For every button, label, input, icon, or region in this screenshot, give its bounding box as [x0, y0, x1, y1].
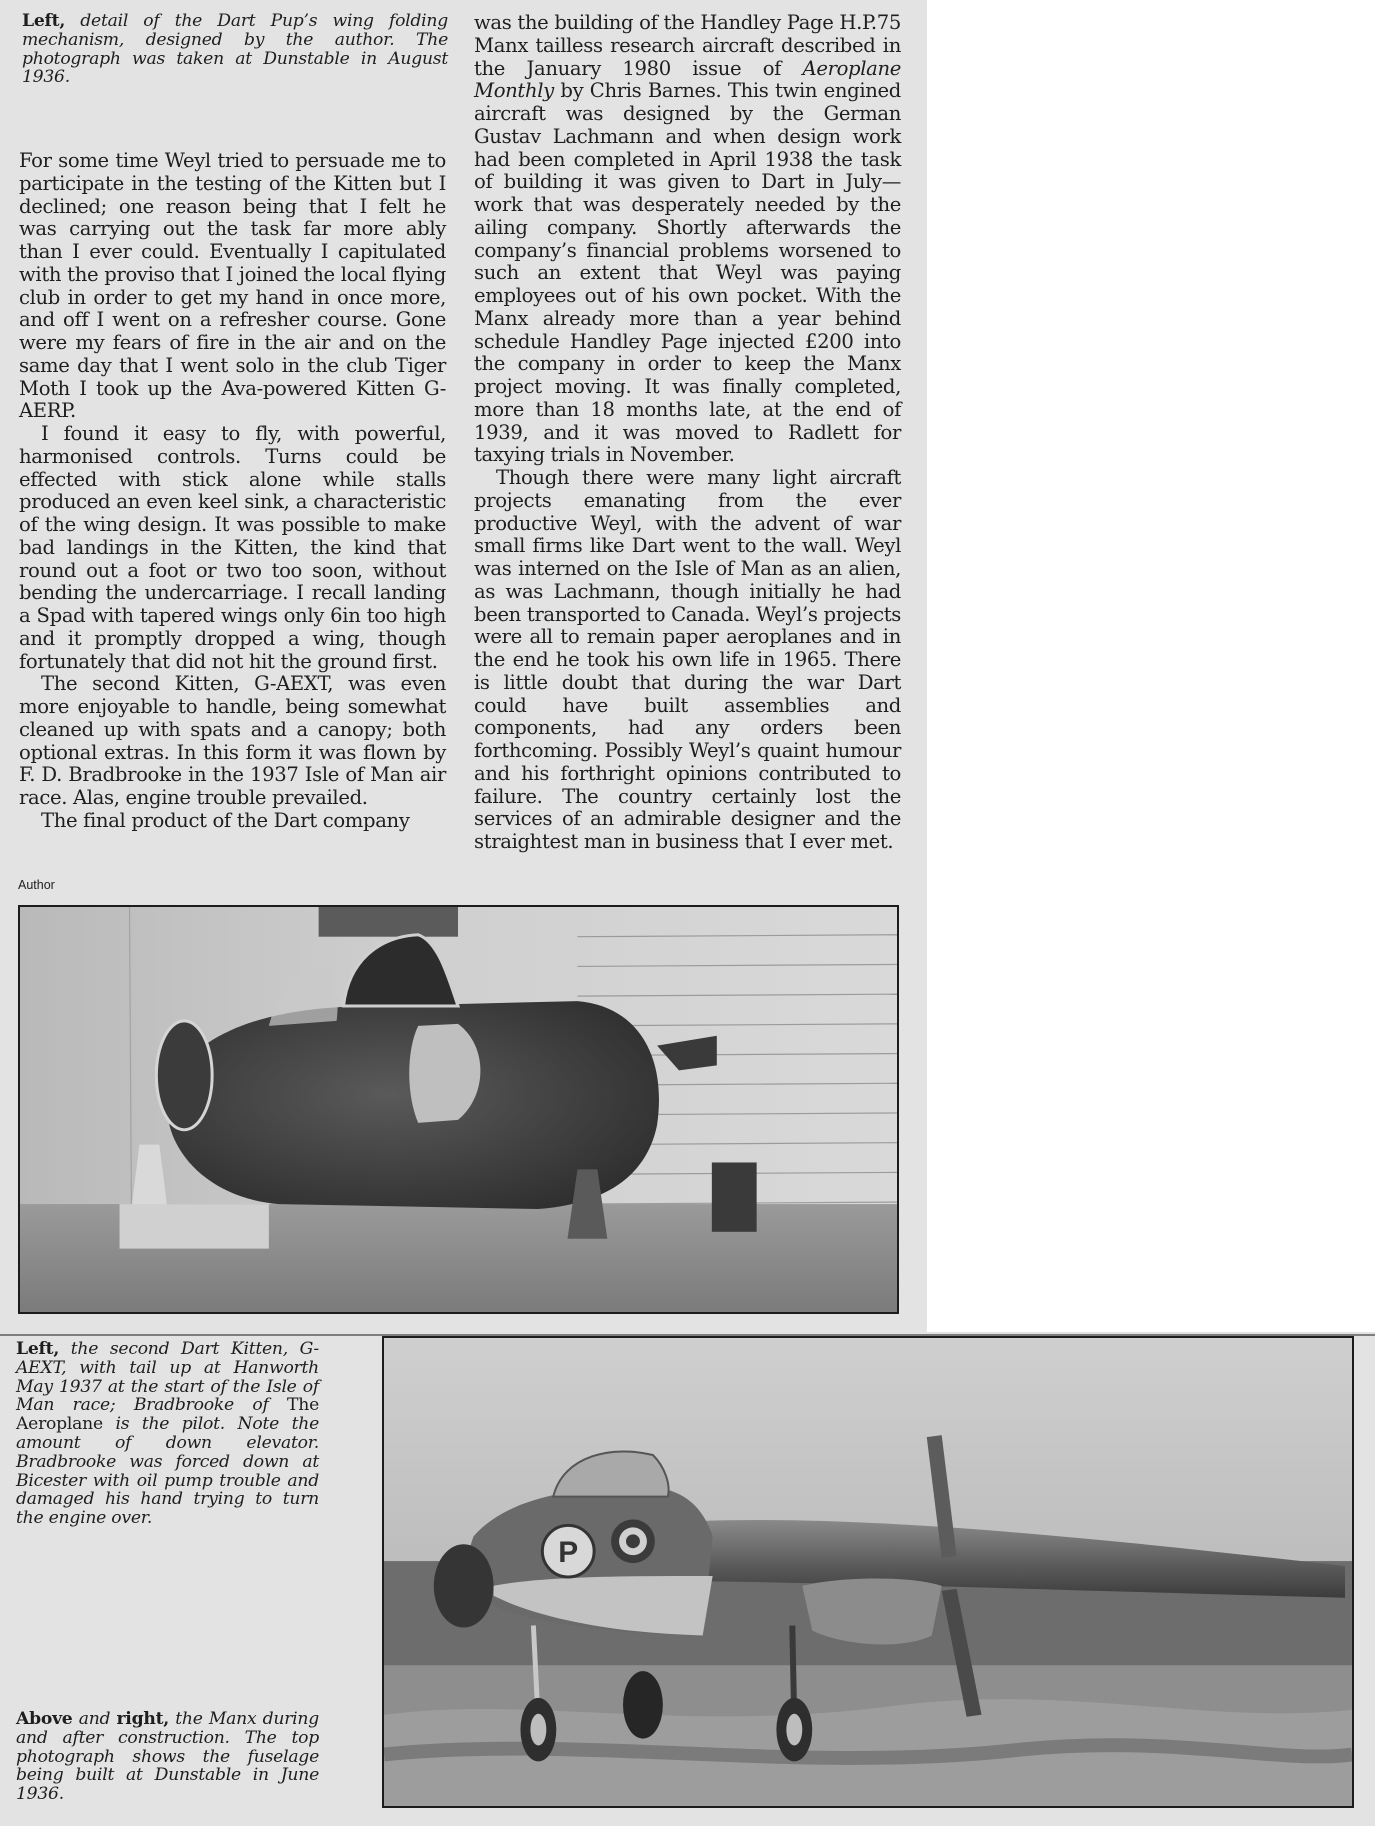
caption-text: the Manx during and after construction. The top photograph shows the fuselage being built at Dunstable in June 1936.	[16, 1709, 319, 1805]
paragraph: The second Kitten, G-AEXT, was even more enjoyable to handle, being somewhat cleaned up with spats and a canopy; both optional extras. In this form it was flown by F. D. Bradbrooke in the 1937 Isle of Man air race. Alas, engine trouble prevailed.	[19, 672, 446, 809]
photo-credit: Author	[18, 878, 55, 892]
publication-title: The Aeroplane	[16, 1395, 319, 1435]
caption-dart-kitten	[16, 1340, 319, 1528]
caption-lead: Above	[16, 1709, 73, 1729]
caption-text: and	[72, 1709, 117, 1729]
caption-text: detail of the Dart Pup’s wing folding mechanism, designed by the author. The photograph was taken at Dunstable in August 1936.	[22, 11, 448, 88]
paragraph-text: was the building of the Handley Page H.P.75 Manx tailless research aircraft described in the January 1980 issue of	[474, 11, 901, 80]
caption-lead: Left,	[22, 11, 66, 31]
caption-lead: Left,	[16, 1339, 60, 1359]
fuselage-marking: P	[558, 1536, 579, 1570]
photo-manx-completed	[382, 1336, 1354, 1808]
paragraph: For some time Weyl tried to persuade me to participate in the testing of the Kitten but I declined; one reason being that I felt he was carrying out the task far more ably than I ever could. Eventually I capitulated with the proviso that I joined the local flying club in order to get my hand in once more, and off I went on a refresher course. Gone were my fears of fire in the air and on the same day that I went solo in the club Tiger Moth I took up the Ava-powered Kitten G-AERP.	[19, 149, 446, 423]
article-column-2	[474, 12, 901, 854]
paragraph: The final product of the Dart company	[41, 808, 410, 832]
caption-text: is the pilot. Note the amount of down elevator. Bradbrooke was forced down at Bicester with oil pump trouble and damaged his hand trying to turn the engine over.	[16, 1414, 319, 1529]
caption-lead: right,	[116, 1709, 170, 1729]
paragraph: I found it easy to fly, with powerful, harmonised controls. Turns could be effected with stick alone while stalls produced an even keel sink, a characteristic of the wing design. It was possible to make bad landings in the Kitten, the kind that round out a foot or two too soon, without bending the undercarriage. I recall landing a Spad with tapered wings only 6in too high and it promptly dropped a wing, though fortunately that did not hit the ground first.	[19, 422, 446, 673]
publication-title: Aeroplane Monthly	[474, 56, 901, 103]
manx-photo-illustration	[384, 1338, 1352, 1806]
photo-manx-fuselage-construction	[18, 905, 899, 1314]
fuselage-photo-illustration	[20, 907, 897, 1312]
article-column-1	[19, 150, 446, 833]
paragraph: Though there were many light aircraft projects emanating from the ever productive Weyl, with the advent of war small firms like Dart went to the wall. Weyl was interned on the Isle of Man as an alien, as was Lachmann, though initially he had been transported to Canada. Weyl’s projects were all to remain paper aeroplanes and in the end he took his own life in 1965. There is little doubt that during the war Dart could have built assemblies and components, had any orders been forthcoming. Possibly Weyl’s quaint humour and his forthright opinions contributed to failure. The country certainly lost the services of an admirable designer and the straightest man in business that I ever met.	[474, 466, 901, 853]
caption-wing-folding	[22, 12, 448, 87]
paragraph-text: by Chris Barnes. This twin engined aircraft was designed by the German Gustav Lachmann and when design work had been completed in April 1938 the task of building it was given to Dart in July—work that was desperately needed by the ailing company. Shortly afterwards the company’s financial problems worsened to such an extent that Weyl was paying employees out of his own pocket. With the Manx already more than a year behind schedule Handley Page injected £200 into the company in order to keep the Manx project moving. It was finally completed, more than 18 months late, at the end of 1939, and it was moved to Radlett for taxying trials in November.	[474, 79, 901, 467]
caption-text: the second Dart Kitten, G-AEXT, with tail up at Hanworth May 1937 at the start of the Isle of Man race; Bradbrooke of	[16, 1339, 319, 1416]
paragraph	[474, 12, 901, 467]
caption-manx	[16, 1710, 319, 1804]
